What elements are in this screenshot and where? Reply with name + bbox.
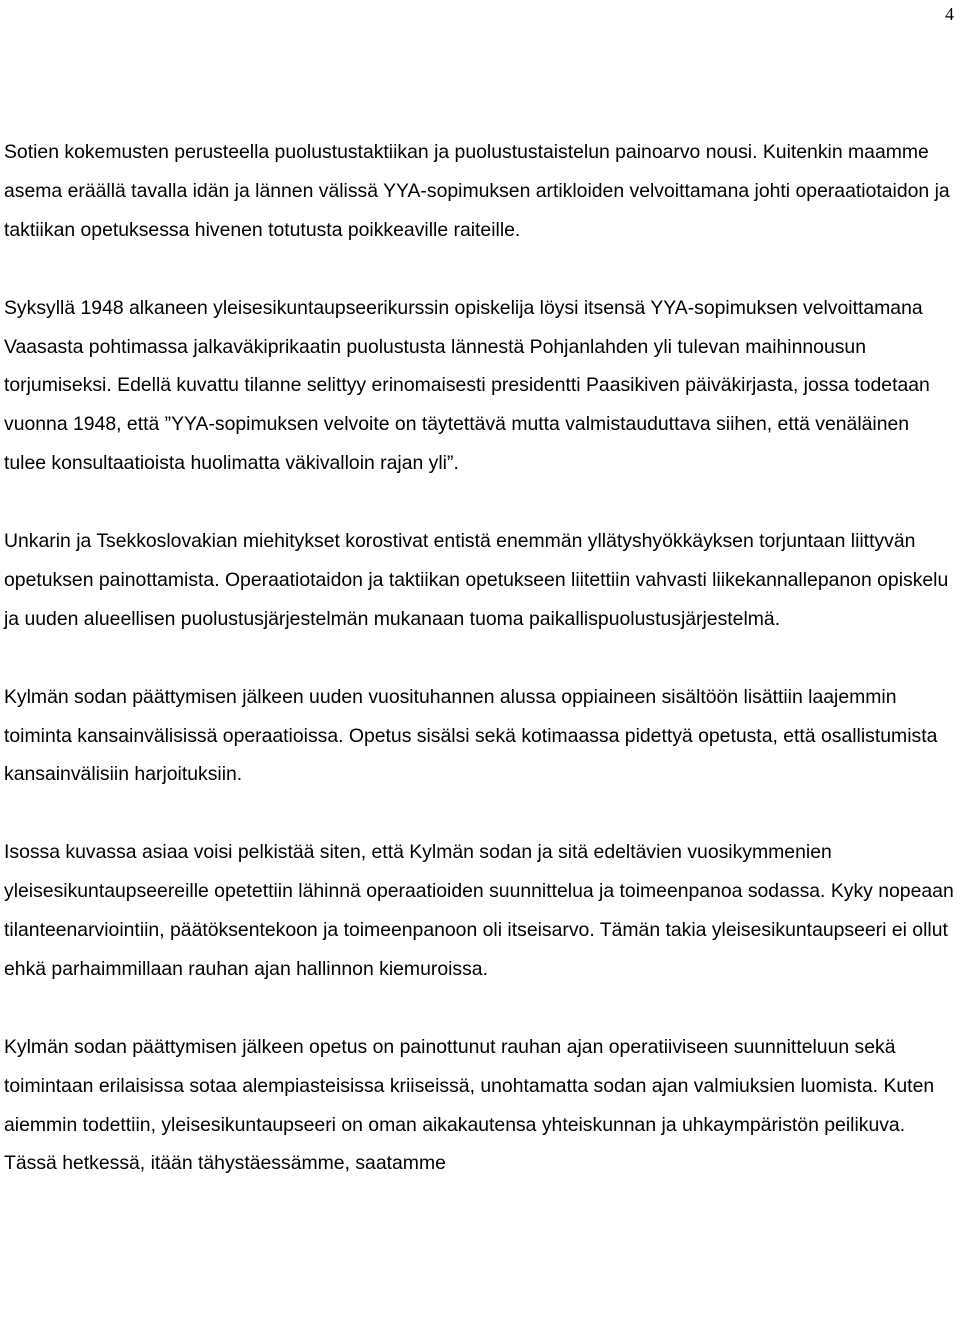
paragraph-5: Isossa kuvassa asiaa voisi pelkistää siten, että Kylmän sodan ja sitä edeltävien vuosikymmenien yleisesikuntaupseereille opetettiin lähinnä operaatioiden suunnittelua ja toimeenpanoa sodassa. Kyky nopeaan tilanteenarviointiin, päätöksentekoon ja toimeenpanoon oli itseisarvo. Tämän takia yleisesikuntaupseeri ei ollut ehkä parhaimmillaan rauhan ajan hallinnon kiemuroissa.: [4, 841, 954, 980]
document-body: [4, 133, 954, 1222]
paragraph-2: Syksyllä 1948 alkaneen yleisesikuntaupseerikurssin opiskelija löysi itsensä YYA-sopimuksen velvoittamana Vaasasta pohtimassa jalkaväkiprikaatin puolustusta lännestä Pohjanlahden yli tulevan maihinnousun torjumiseksi. Edellä kuvattu tilanne selittyy erinomaisesti presidentti Paasikiven päiväkirjasta, jossa todetaan vuonna 1948, että ”YYA-sopimuksen velvoite on täytettävä mutta valmistauduttava siihen, että venäläinen tulee konsultaatioista huolimatta väkivalloin rajan yli”.: [4, 296, 930, 475]
paragraph-6: Kylmän sodan päättymisen jälkeen opetus on painottunut rauhan ajan operatiiviseen suunnitteluun sekä toimintaan erilaisissa sotaa alempiasteisissa kriiseissä, unohtamatta sodan ajan valmiuksien luomista. Kuten aiemmin todettiin, yleisesikuntaupseeri on oman aikakautensa yhteiskunnan ja uhkaympäristön peilikuva. Tässä hetkessä, itään tähystäessämme, saatamme: [4, 1035, 935, 1175]
paragraph-4: Kylmän sodan päättymisen jälkeen uuden vuosituhannen alussa oppiaineen sisältöön lisättiin laajemmin toiminta kansainvälisissä operaatioissa. Opetus sisälsi sekä kotimaassa pidettyä opetusta, että osallistumista kansainvälisiin harjoituksiin.: [4, 685, 938, 786]
paragraph-3: Unkarin ja Tsekkoslovakian miehitykset korostivat entistä enemmän yllätyshyökkäyksen torjuntaan liittyvän opetuksen painottamista. Operaatiotaidon ja taktiikan opetukseen liitettiin vahvasti liikekannallepanon opiskelu ja uuden alueellisen puolustusjärjestelmän mukanaan tuoma paikallispuolustusjärjestelmä.: [4, 530, 949, 630]
paragraph-1: Sotien kokemusten perusteella puolustustaktiikan ja puolustustaistelun painoarvo nousi. Kuitenkin maamme asema eräällä tavalla idän ja lännen välissä YYA-sopimuksen artikloiden velvoittamana johti operaatiotaidon ja taktiikan opetuksessa hivenen totutusta poikkeaville raiteille.: [4, 141, 950, 241]
page-number: 4: [945, 4, 954, 24]
